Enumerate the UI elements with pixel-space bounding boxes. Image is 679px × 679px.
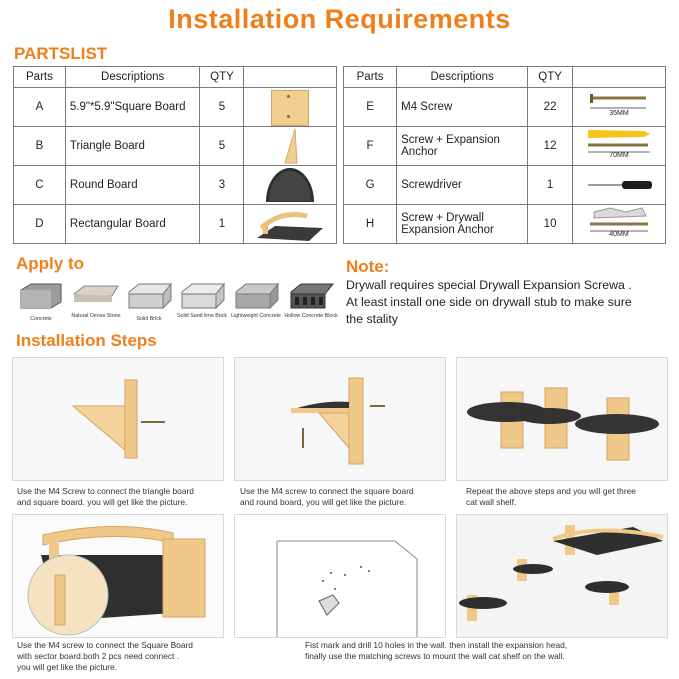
step-2-text: [240, 486, 414, 508]
square-board-icon: [244, 88, 337, 127]
concrete-icon: [17, 282, 65, 310]
size-label: 35MM: [609, 110, 629, 117]
step-2-image: [234, 357, 446, 481]
solid-brick-icon: [125, 282, 173, 310]
header-qty: QTY: [200, 67, 244, 88]
sand-lime-brick-icon: [178, 282, 226, 310]
part-letter: D: [14, 205, 66, 244]
material-label: Natural Dense Stone: [71, 313, 121, 319]
material-label: Lightweight Concrete: [231, 313, 281, 319]
part-letter: E: [344, 88, 397, 127]
step-3-text: [466, 486, 636, 508]
step-line: finally use the matching screws to mount the wall cat shelf on the wall.: [305, 651, 565, 661]
material-label: Solid Brick: [136, 316, 162, 322]
part-qty: 5: [200, 127, 244, 166]
part-letter: C: [14, 166, 66, 205]
stone-icon: [72, 282, 120, 310]
header-descriptions: Descriptions: [65, 67, 200, 88]
step-line: and square board. you will get like the picture.: [17, 497, 188, 507]
part-description: Rectangular Board: [65, 205, 200, 244]
note-line: Drywall requires special Drywall Expansion Screwa .: [346, 278, 632, 292]
step-line: Use the M4 screw to connect the square board: [240, 486, 414, 496]
step-line: and round board, you will get like the picture.: [240, 497, 407, 507]
part-qty: 1: [528, 166, 573, 205]
note-text: [346, 277, 676, 328]
lightweight-concrete-icon: [232, 282, 280, 310]
header-descriptions: Descriptions: [397, 67, 528, 88]
table-row: [344, 88, 666, 127]
table-row: [14, 166, 337, 205]
part-description: Screw + Expansion Anchor: [397, 127, 528, 166]
step-line: Fist mark and drill 10 holes in the wall. then install the expansion head,: [305, 640, 568, 650]
header-parts: Parts: [14, 67, 66, 88]
part-description: 5.9"*5.9"Square Board: [65, 88, 200, 127]
step-line: with sector board.both 2 pcs need connect .: [17, 651, 180, 661]
parts-table-left: [13, 66, 337, 244]
material-label: Hollow Concrete Block: [284, 313, 338, 319]
part-description: Screwdriver: [397, 166, 528, 205]
note-line: At least install one side on drywall stub to make sure: [346, 295, 632, 309]
size-label: 40MM: [609, 231, 629, 238]
apply-heading: Apply to: [16, 254, 84, 273]
table-row: [14, 127, 337, 166]
note-line: the stality: [346, 312, 398, 326]
partslist-heading: PARTSLIST: [14, 44, 108, 63]
step-line: Repeat the above steps and you will get three: [466, 486, 636, 496]
drywall-anchor-icon: [573, 205, 666, 244]
part-description: Round Board: [65, 166, 200, 205]
part-qty: 10: [528, 205, 573, 244]
hollow-block-icon: [287, 282, 335, 310]
round-board-icon: [244, 166, 337, 205]
m4-screw-icon: [573, 88, 666, 127]
size-label: 70MM: [609, 152, 629, 159]
part-letter: A: [14, 88, 66, 127]
part-description: Triangle Board: [65, 127, 200, 166]
part-qty: 1: [200, 205, 244, 244]
step-5-text: [305, 640, 567, 662]
parts-table-right: [343, 66, 666, 244]
step-6-image: [456, 514, 668, 638]
header-qty: QTY: [528, 67, 573, 88]
part-qty: 3: [200, 166, 244, 205]
part-qty: 22: [528, 88, 573, 127]
part-description: Screw + Drywall Expansion Anchor: [397, 205, 528, 244]
screwdriver-icon: [573, 166, 666, 205]
part-letter: H: [344, 205, 397, 244]
step-4-text: [17, 640, 193, 673]
table-row: [344, 127, 666, 166]
part-letter: F: [344, 127, 397, 166]
part-letter: G: [344, 166, 397, 205]
header-parts: Parts: [344, 67, 397, 88]
header-image: [244, 67, 337, 88]
table-row: [344, 205, 666, 244]
part-description: M4 Screw: [397, 88, 528, 127]
step-5-image: [234, 514, 446, 638]
step-line: you will get like the picture.: [17, 662, 118, 672]
rectangular-board-icon: [244, 205, 337, 244]
material-label: Solid Sand lime Brick: [176, 313, 228, 319]
part-qty: 5: [200, 88, 244, 127]
step-4-image: [12, 514, 224, 638]
steps-heading: Installation Steps: [16, 331, 157, 350]
step-line: Use the M4 Screw to connect the triangle board: [17, 486, 194, 496]
step-line: cat wall shelf.: [466, 497, 517, 507]
step-3-image: [456, 357, 668, 481]
material-label: Concrete: [30, 316, 52, 322]
part-qty: 12: [528, 127, 573, 166]
step-line: Use the M4 screw to connect the Square Board: [17, 640, 193, 650]
header-image: [573, 67, 666, 88]
step-1-text: [17, 486, 194, 508]
triangle-board-icon: [244, 127, 337, 166]
expansion-anchor-icon: [573, 127, 666, 166]
table-row: [344, 166, 666, 205]
table-row: [14, 205, 337, 244]
part-letter: B: [14, 127, 66, 166]
step-1-image: [12, 357, 224, 481]
table-row: [14, 88, 337, 127]
page-title: Installation Requirements: [168, 4, 511, 34]
note-heading: Note:: [346, 257, 390, 276]
